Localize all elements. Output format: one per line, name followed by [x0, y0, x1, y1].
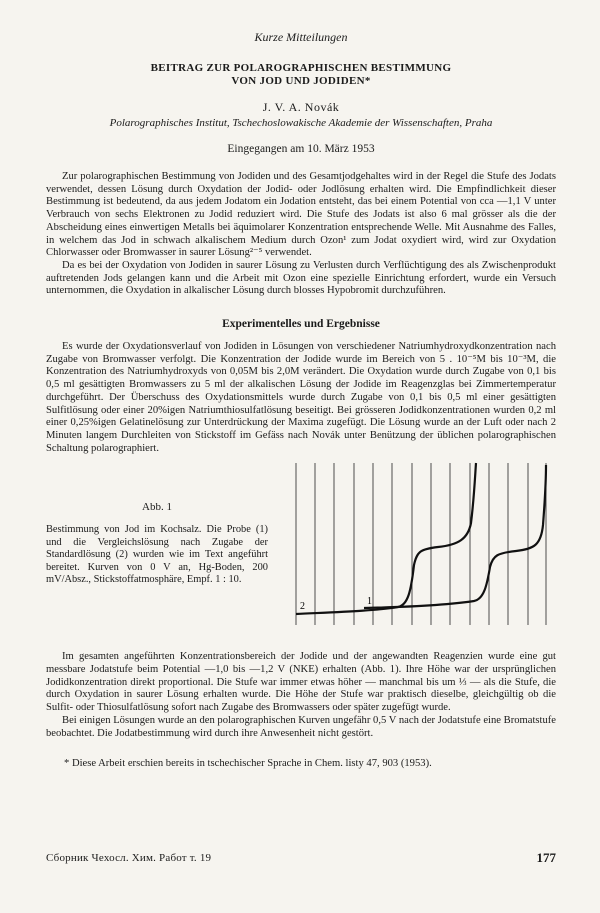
figure-label: Abb. 1	[142, 501, 172, 514]
article-title-line2: VON JOD UND JODIDEN*	[231, 75, 371, 87]
intro-paragraph-1: Zur polarographischen Bestimmung von Jodiden und des Gesamtjodgehaltes wird in der Regel die Stufe des Jodats verwendet, dessen Lösung durch Oxydation der Jodid- oder Jodlösung erhalten wird. Die Empfindlichkeit dieser Bestimmung ist bedeutend, da aus jedem Jodatom ein Jodation entsteht, das bei einem Potential von cca —1,1 V unter Verbrauch von sechs Elektronen zu Jodid reduziert wird. Die Stufe des Jodats ist also 6 mal grösser als die der Abscheidung eines einwertigen Metalls bei äquimolarer Konzentration entsprechende Welle. Mit Ausnahme des Falles, in welchem das Jod in schwach alkalischem Medium durch Ozon¹ zum Jodat oxydiert wird, wird zur Oxydation Chlorwasser oder Bromwasser in saurer Lösung²⁻⁵ verwendet.	[46, 171, 556, 259]
results-paragraph-2: Bei einigen Lösungen wurde an den polarographischen Kurven ungefähr 0,5 V nach der Jodatstufe eine Bromatstufe beobachtet. Die Jodatbestimmung wird durch ihre Anwesenheit nicht gestört.	[46, 714, 556, 739]
curve-label-2: 2	[300, 601, 305, 613]
polarogram	[278, 459, 556, 629]
figure-caption-text: Bestimmung von Jod im Kochsalz. Die Probe (1) und die Vergleichslösung nach Zugabe der Standardlösung (2) wurden wie im Text angeführt bereitet. Kurven von 0 V an, Hg-Boden, 200 mV/Absz., Stickstoffatmosphäre, Empf. 1 : 10.	[46, 523, 268, 586]
author: J. V. A. Novák	[262, 100, 340, 114]
curve-1	[364, 465, 546, 608]
polarogram-svg	[278, 459, 556, 629]
abscissa-lines	[296, 463, 546, 625]
article-title-line1: BEITRAG ZUR POLAROGRAPHISCHEN BESTIMMUNG	[150, 62, 452, 74]
page-number: 177	[536, 850, 556, 865]
section-heading: Experimentelles und Ergebnisse	[222, 318, 380, 331]
intro-paragraph-2: Da es bei der Oxydation von Jodiden in saurer Lösung zu Verlusten durch Verflüchtigung des als Zwischenprodukt auftretenden Jods gelangen kann und die Arbeit mit Ozon eine spezielle Einrichtung erfordert, wurde ein Versuch unternommen, die Oxydation in alkalischer Lösung durch blosses Hypobromit durchzuführen.	[46, 259, 556, 297]
page	[46, 30, 556, 769]
figure	[46, 465, 556, 635]
experimental-paragraph: Es wurde der Oxydationsverlauf von Jodiden in Lösungen von verschiedener Natriumhydroxydkonzentration nach Zugabe von Bromwasser verfolgt. Die Konzentration der Jodide wurde im Bereich von 5 . 10⁻⁵M bis 10⁻³M, die Konzentration des Natriumhydroxyds von 0,05M bis 2,0M verändert. Die Oxydation wurde durch Zugabe von 0,1 bis 0,5 ml gesättigten Bromwassers zu 5 ml der alkalischen Lösung der Jodide im Reagenzglas bei Zimmertemperatur durchgeführt. Der Überschuss des Oxydationsmittels wurde durch Zugabe von 0,1 bis 0,5 ml einer gesättigten Sulfitlösung oder einer 20%igen Natriumthiosulfatlösung beseitigt. Bei grösseren Jodidkonzentrationen wurden 0,2 ml einer 0,25%igen Gelatinelösung zur Unterdrückung der Maxima zugefügt. Die Lösung wurde an der Luft oder nach 2 Minuten langem Durchleiten von Stickstoff im Gefäss nach Novák unter Benützung der üblichen polarographischen Schaltung polarographiert.	[46, 341, 556, 454]
received-date: Eingegangen am 10. März 1953	[227, 143, 375, 155]
footnote: * Diese Arbeit erschien bereits in tschechischer Sprache in Chem. listy 47, 903 (1953).	[64, 758, 432, 770]
curve-label-1: 1	[367, 596, 372, 608]
results-paragraph-1: Im gesamten angeführten Konzentrationsbereich der Jodide und der angewandten Reagenzien wurde eine gut messbare Jodatstufe beim Potential —1,0 bis —1,2 V (NKE) erhalten (Abb. 1). Ihre Höhe war der ursprünglichen Jodidkonzentration direkt proportional. Die Stufe war immer etwas höher — manchmal bis um ⅓ — als die Stufe, die durch Oxydation in saurer Lösung erhalten wurde. Die Höhe der Stufe war praktisch dieselbe, gleichgültig ob die Sulfit- oder Thiosulfatlösung sofort nach Zugabe des Bromwassers oder später zugefügt wurde.	[46, 651, 556, 714]
journal-name: Сборник Чехосл. Хим. Работ т. 19	[46, 852, 212, 864]
affiliation: Polarographisches Institut, Tschechoslowakische Akademie der Wissenschaften, Praha	[109, 117, 493, 129]
curve-2	[296, 463, 476, 614]
section-label: Kurze Mitteilungen	[254, 30, 348, 44]
figure-caption	[46, 501, 268, 587]
